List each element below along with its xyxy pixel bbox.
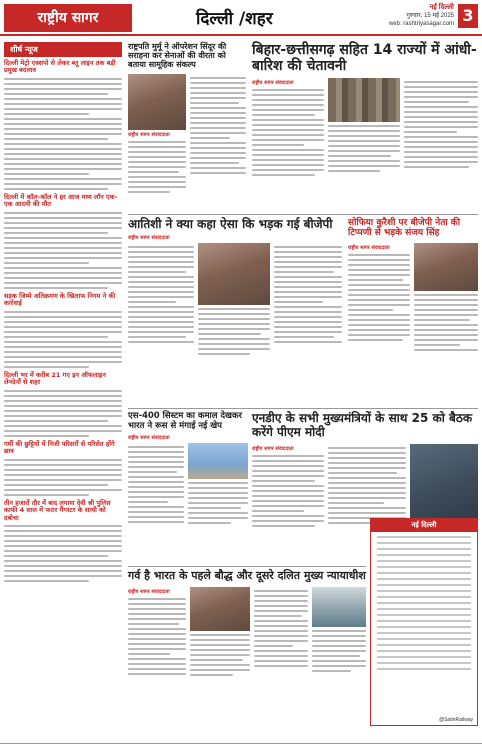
president-photo <box>128 74 186 130</box>
page-number: 3 <box>458 4 478 28</box>
s400-story-headline: एस-400 सिस्टम का कमाल देखकर भारत ने रूस से मंगाई नई खेप <box>128 411 242 431</box>
body-text <box>404 78 478 179</box>
storm-photo <box>328 78 400 122</box>
left-story-4 <box>4 372 122 437</box>
left-story-2 <box>4 194 122 289</box>
body-text <box>4 212 122 289</box>
body-text <box>4 390 122 437</box>
dateline-date: गुरुवार, 15 मई 2025 <box>406 13 454 19</box>
cji-story <box>128 570 366 736</box>
divider <box>128 408 478 409</box>
sanjay-singh-photo <box>414 243 478 291</box>
body-text <box>4 459 122 496</box>
sofia-story <box>348 218 478 404</box>
left-story-headline: तीन हजारों तौर में बाद लगाया देवी श्री पुलिस काफी 4 साल में फरार गैंगस्टर के साथी को दबोचा <box>4 498 111 522</box>
section-label: शीर्ष न्यूज <box>4 42 122 57</box>
dateline <box>389 4 454 28</box>
advertisement <box>370 518 478 726</box>
atishi-story-byline: राष्ट्रीय सागर संवाददाता <box>128 234 170 241</box>
masthead <box>0 0 482 36</box>
ad-handle: @SatinRailway <box>439 717 473 723</box>
left-story-headline: दिल्ली मेट्रो एक्सपो से लेकर ब्लू लाइन तक बड़ी प्रमुख बदलाव <box>4 59 116 75</box>
newspaper-logo: राष्ट्रीय सागर <box>4 4 132 32</box>
body-text <box>198 308 270 355</box>
body-text <box>274 243 342 358</box>
nda-story-headline: एनडीए के सभी मुख्यमंत्रियों के साथ 25 को बैठक करेंगे पीएम मोदी <box>252 411 473 439</box>
body-text <box>254 587 308 679</box>
left-story-5 <box>4 441 122 496</box>
left-story-headline: गर्मी की छुट्टियों में निजी परिसरों से परिसेत होंगे छात्र <box>4 439 115 456</box>
left-story-1 <box>4 60 122 190</box>
body-text <box>4 311 122 368</box>
body-text <box>190 74 246 196</box>
cji-story-byline: राष्ट्रीय सागर संवाददाता <box>128 588 170 595</box>
top-story-headline: राष्ट्रपति मुर्मू ने ऑपरेशन सिंदूर की सराहना कर सेनाओं की वीरता को बताया सामूहिक संकल्प <box>128 42 227 70</box>
body-text <box>128 598 186 675</box>
edition-title: दिल्ली /शहर <box>196 9 273 29</box>
lead-story-byline: राष्ट्रीय सागर संवाददाता <box>252 80 294 87</box>
sofia-story-byline: राष्ट्रीय सागर संवाददाता <box>348 244 390 251</box>
body-text <box>252 455 324 527</box>
divider <box>128 214 478 215</box>
left-story-headline: दिल्ली में कॉल-कॉल ने हर आज मध्य लॉन एक-एक आदमी की मौत <box>4 192 118 209</box>
atishi-story <box>128 218 342 404</box>
cji-story-headline: गर्व है भारत के पहले बौद्ध और दूसरे दलित मुख्य न्यायाधीश <box>128 569 366 582</box>
cji-gavai-photo <box>190 587 250 631</box>
s400-story <box>128 412 248 562</box>
s400-story-byline: राष्ट्रीय सागर संवाददाता <box>128 434 170 441</box>
divider <box>128 566 366 567</box>
body-text <box>128 141 186 193</box>
body-text <box>128 243 194 358</box>
left-story-headline: दिल्ली भर में करीब 21 गए इन ऑफलाइन लेनदेनों से शहर <box>4 370 106 387</box>
left-story-3 <box>4 293 122 368</box>
missile-photo <box>188 443 248 479</box>
body-text <box>328 125 400 172</box>
left-story-6 <box>4 500 122 582</box>
ad-title: नई दिल्ली <box>371 519 477 532</box>
top-story-byline: राष्ट्रीय सागर संवाददाता <box>128 131 170 138</box>
lead-story <box>252 42 478 210</box>
body-text <box>414 294 478 351</box>
body-text <box>348 254 410 341</box>
page-footer <box>0 743 482 755</box>
supreme-court-photo <box>312 587 366 627</box>
body-text <box>4 525 122 582</box>
body-text <box>128 443 184 527</box>
atishi-story-headline: आतिशी ने क्या कहा ऐसा कि भड़क गई बीजेपी <box>128 217 333 231</box>
lead-story-headline: बिहार-छत्तीसगढ़ सहित 14 राज्यों में आंधी-बारिश की चेतावनी <box>252 42 477 75</box>
body-text <box>312 630 366 672</box>
sofia-story-headline: सोफिया कुरैशी पर बीजेपी नेता की टिप्पणी से भड़के संजय सिंह <box>348 218 461 239</box>
dateline-city: नई दिल्ली <box>429 4 454 11</box>
left-story-headline: सड़क जिम्मे अतिक्रमण के खिलाफ निगम ने की कार्रवाई <box>4 291 116 308</box>
body-text <box>252 89 324 176</box>
nda-story-byline: राष्ट्रीय सागर संवाददाता <box>252 445 294 452</box>
atishi-photo <box>198 243 270 305</box>
body-text <box>188 482 248 524</box>
ad-body <box>371 536 477 670</box>
left-column <box>4 42 122 742</box>
body-text <box>4 78 122 190</box>
top-story <box>128 42 246 210</box>
body-text <box>190 634 250 676</box>
dateline-site: web: rashtriyasagar.com <box>388 21 454 27</box>
